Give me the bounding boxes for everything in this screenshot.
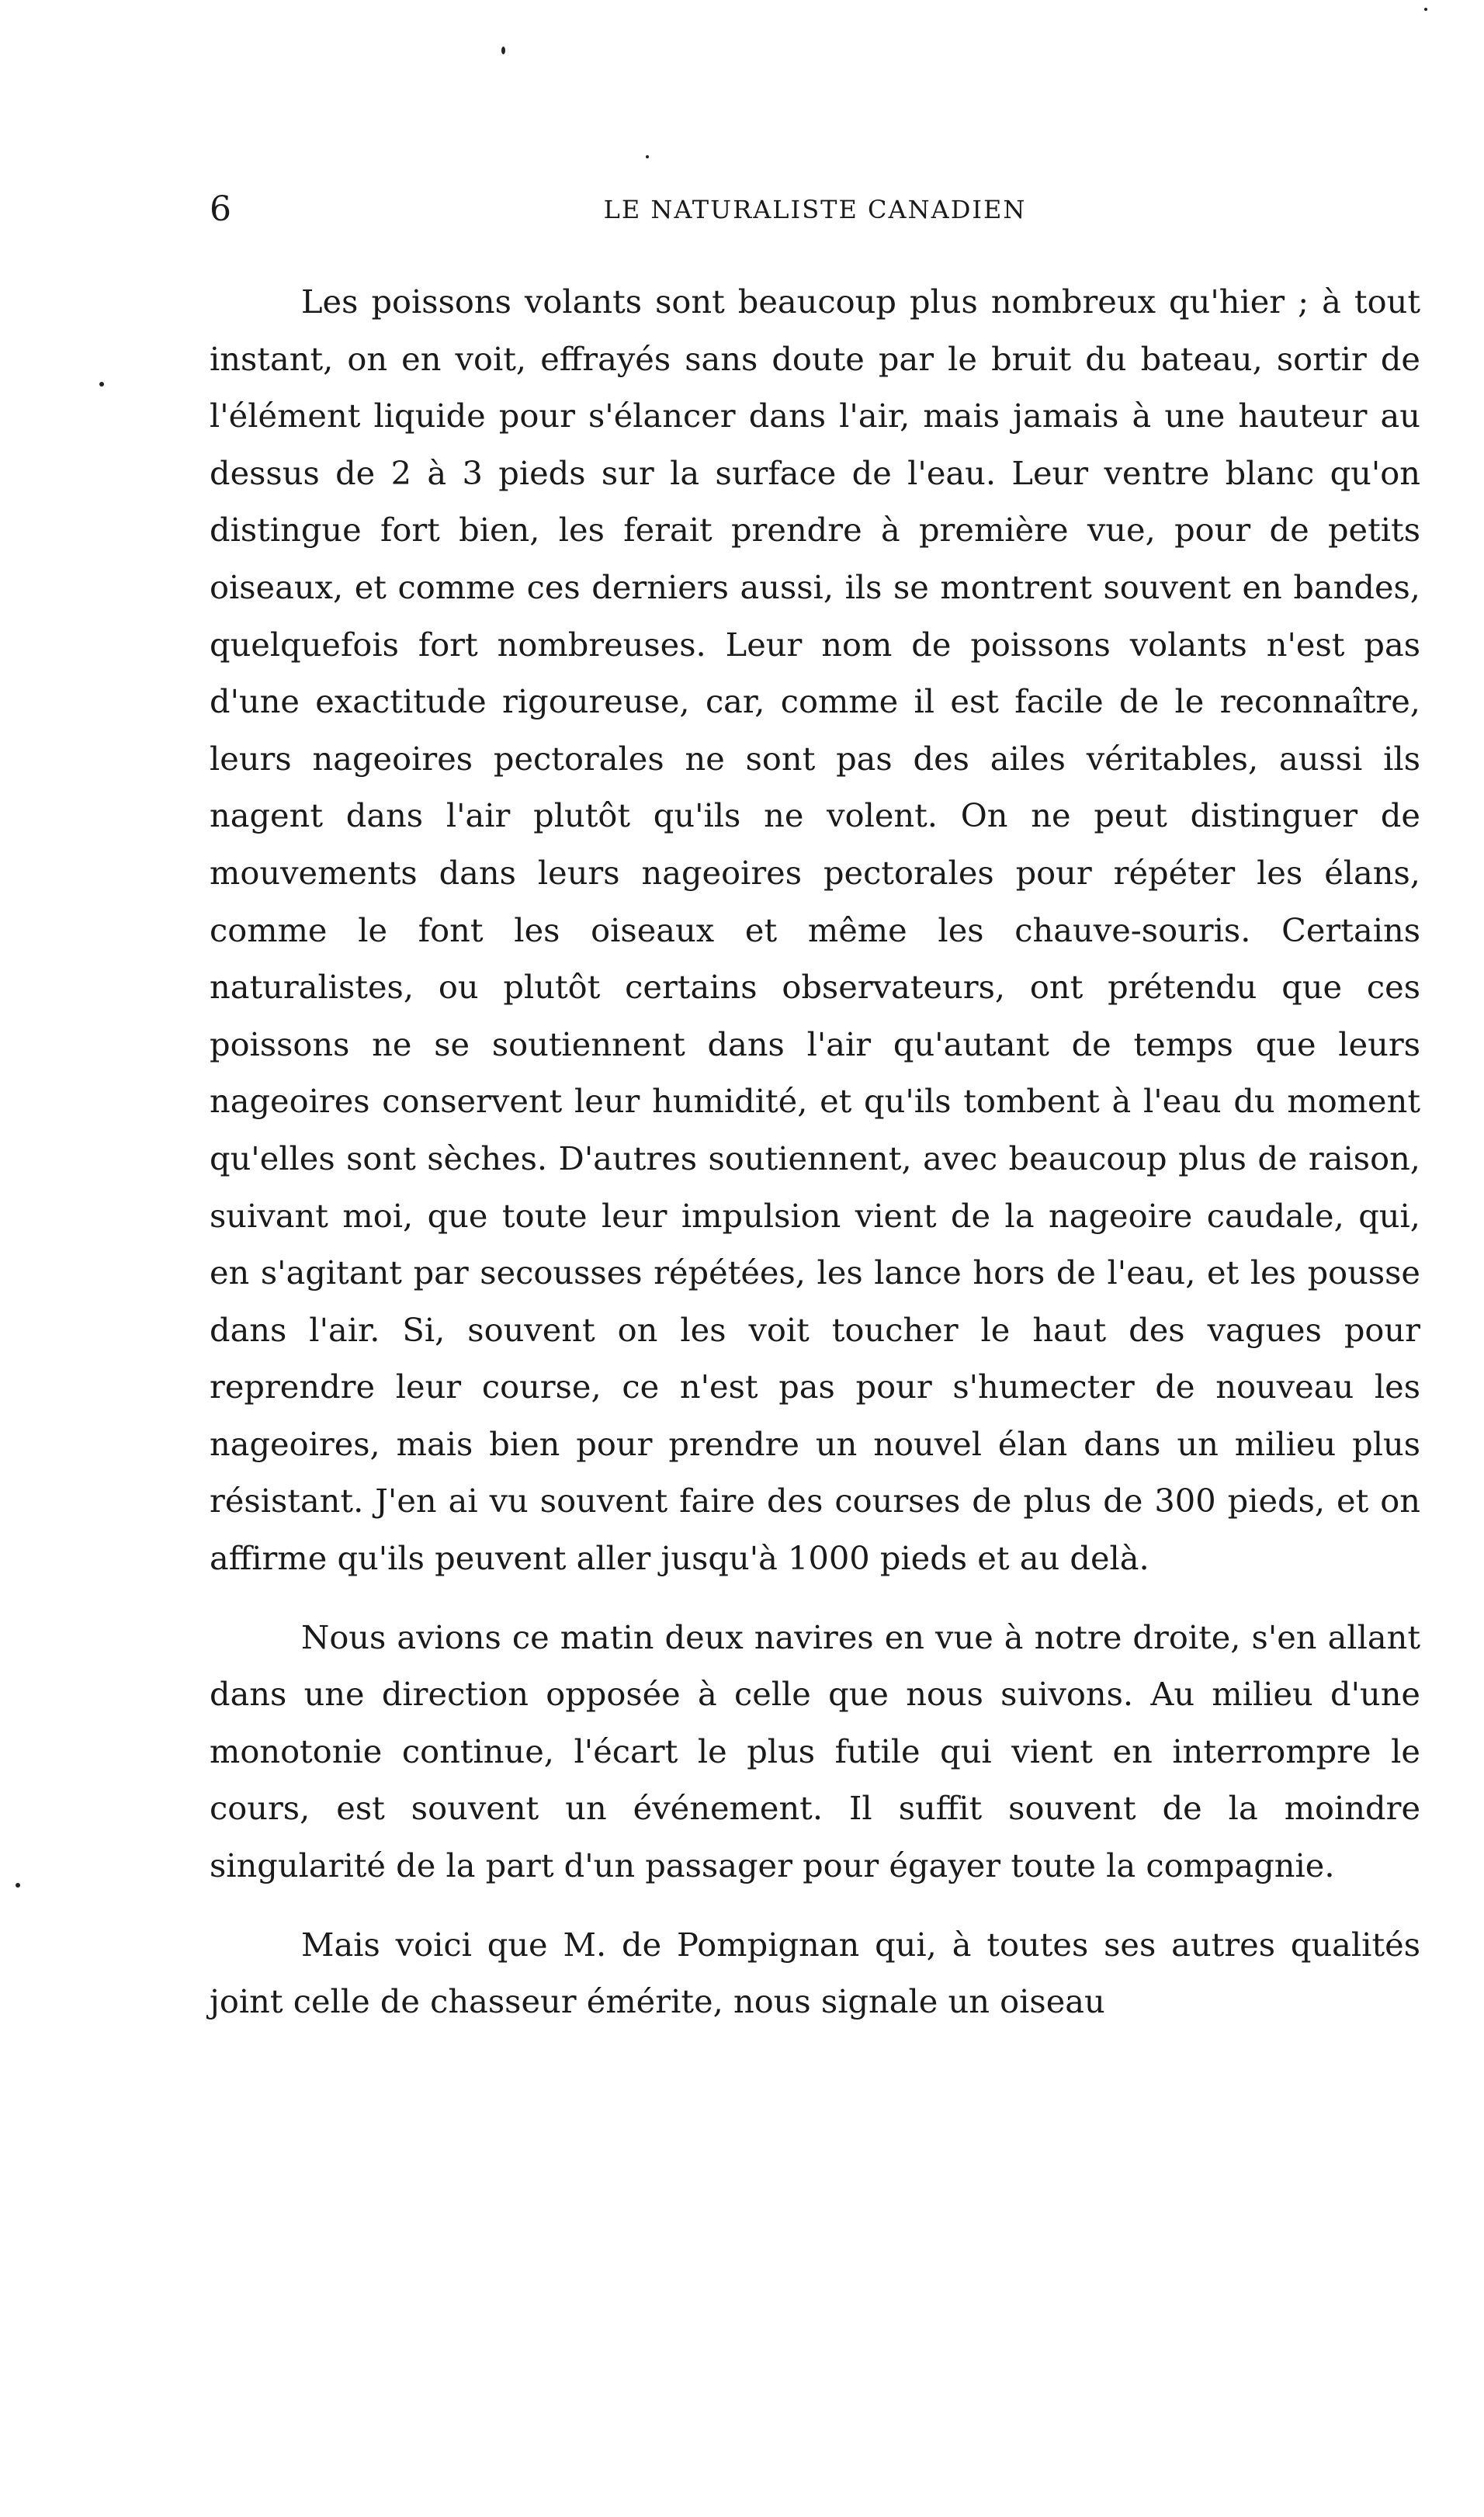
body-text — [210, 273, 1420, 2030]
scan-speck — [1424, 8, 1427, 11]
page-number: 6 — [210, 189, 231, 229]
scan-speck — [501, 47, 505, 54]
page-header — [210, 186, 1420, 233]
paragraph-ships: Nous avions ce matin deux navires en vue à notre droite, s'en allant dans une direction opposée à celle que nous suivons. Au milieu d'une monotonie continue, l'écart le plus futile qui vient en interrompre le cours, est souvent un événement. Il suffit souvent de la moindre singularité de la part d'un passager pour égayer toute la compagnie. — [210, 1617, 1420, 1885]
scan-speck — [646, 155, 649, 158]
paragraph-pompignan: Mais voici que M. de Pompignan qui, à toutes ses autres qualités joint celle de chasseur émérite, nous signale un oiseau — [210, 1925, 1420, 2021]
paragraph-flying-fish: Les poissons volants sont beaucoup plus nombreux qu'hier ; à tout instant, on en voit, effrayés sans doute par le bruit du bateau, sortir de l'élément liquide pour s'élancer dans l'air, mais jamais à une hauteur au dessus de 2 à 3 pieds sur la surface de l'eau. Leur ventre blanc qu'on distingue fort bien, les ferait prendre à première vue, pour de petits oiseaux, et comme ces derniers aussi, ils se montrent souvent en bandes, quelquefois fort nombreuses. Leur nom de poissons volants n'est pas d'une exactitude rigoureuse, car, comme il est facile de le reconnaître, leurs nageoires pectorales ne sont pas des ailes véritables, aussi ils nagent dans l'air plutôt qu'ils ne volent. On ne peut distinguer de mouvements dans leurs nageoires pectorales pour répéter les élans, comme le font les oiseaux et même les chauve-souris. Certains naturalistes, ou plutôt certains observateurs, ont prétendu que ces poissons ne se soutiennent dans l'air qu'autant de temps que leurs nageoires conservent leur humidité, et qu'ils tombent à l'eau du moment qu'elles sont sèches. D'autres soutiennent, avec beaucoup plus de raison, suivant moi, que toute leur impulsion vient de la nageoire caudale, qui, en s'agitant par secousses répétées, les lance hors de l'eau, et les pousse dans l'air. Si, souvent on les voit toucher le haut des vagues pour reprendre leur course, ce n'est pas pour s'humecter de nouveau les nageoires, mais bien pour prendre un nouvel élan dans un milieu plus résistant. J'en ai vu souvent faire des courses de plus de 300 pieds, et on affirme qu'ils peuvent aller jusqu'à 1000 pieds et au delà. — [210, 283, 1420, 1578]
scan-speck — [16, 1883, 20, 1888]
running-title: LE NATURALISTE CANADIEN — [603, 195, 1027, 224]
scan-speck — [99, 382, 104, 387]
